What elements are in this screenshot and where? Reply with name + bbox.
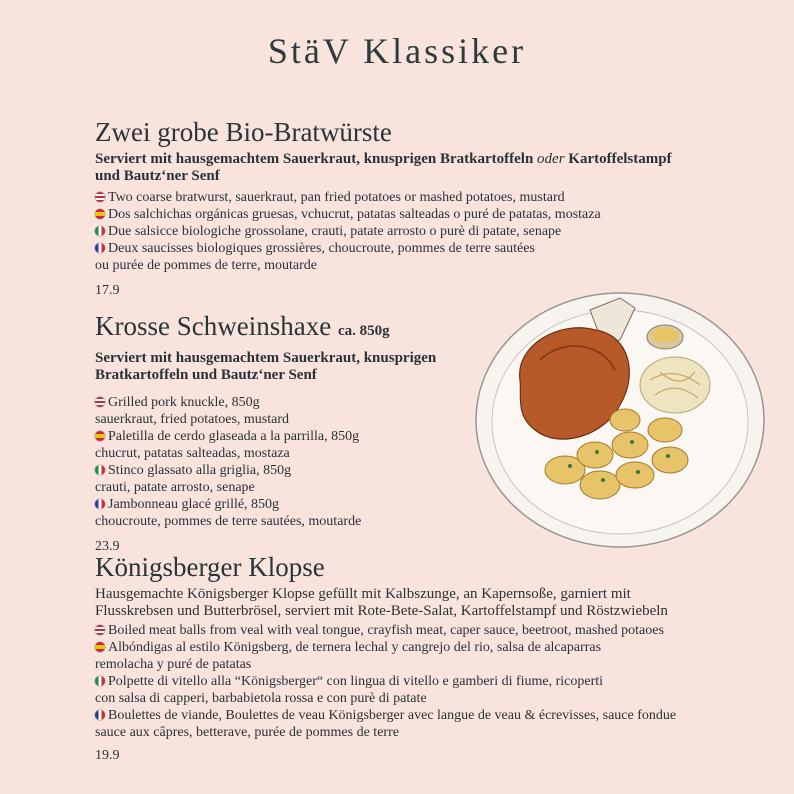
dish-description-1: Serviert mit hausgemachtem Sauerkraut, knusprigen xyxy=(95,350,437,366)
price: 17.9 xyxy=(95,282,120,298)
translation-fr-cont: choucroute, pommes de terre sautées, moutarde xyxy=(95,514,362,529)
uk-flag-icon xyxy=(95,625,105,635)
translation-fr: Boulettes de viande, Boulettes de veau Königsberger avec langue de veau & écrevisses, sauce fondue xyxy=(95,708,676,725)
translation-fr: Jambonneau glacé grillé, 850g xyxy=(95,497,436,514)
uk-flag-icon xyxy=(95,192,105,202)
uk-flag-icon xyxy=(95,397,105,407)
dish-description-2: Bratkartoffeln und Bautz‘ner Senf xyxy=(95,367,317,383)
translation-es-cont: remolacha y puré de patatas xyxy=(95,657,252,672)
dish-schweinshaxe xyxy=(95,311,436,555)
page-title: StäV Klassiker xyxy=(267,31,527,71)
price: 19.9 xyxy=(95,747,120,763)
translation-fr-cont: ou purée de pommes de terre, moutarde xyxy=(95,258,317,273)
italy-flag-icon xyxy=(95,676,105,686)
dish-size: ca. 850g xyxy=(337,323,390,339)
dish-bratwurst xyxy=(95,117,695,299)
dish-koenigsberger-klopse xyxy=(95,552,676,764)
translation-es: Dos salchichas orgánicas gruesas, vchucrut, patatas salteadas o puré de patatas, mostaza xyxy=(95,207,695,224)
translation-it: Due salsicce biologiche grossolane, crauti, patate arrosto o purè di patate, senape xyxy=(95,224,695,241)
italy-flag-icon xyxy=(95,465,105,475)
dish-name: Königsberger Klopse xyxy=(95,552,325,582)
price: 23.9 xyxy=(95,538,120,554)
france-flag-icon xyxy=(95,243,105,253)
translation-es: Paletilla de cerdo glaseada a la parrilla, 850g xyxy=(95,429,436,446)
translation-en: Grilled pork knuckle, 850g xyxy=(95,395,436,412)
spain-flag-icon xyxy=(95,431,105,441)
translation-en: Boiled meat balls from veal with veal tongue, crayfish meat, caper sauce, beetroot, mashed potaoes xyxy=(95,623,676,640)
translation-en-cont: sauerkraut, fried potatoes, mustard xyxy=(95,412,289,427)
translation-it: Stinco glassato alla griglia, 850g xyxy=(95,463,436,480)
pork-knuckle-plate-illustration xyxy=(470,280,770,555)
italy-flag-icon xyxy=(95,226,105,236)
dish-name: Zwei grobe Bio-Bratwürste xyxy=(95,117,392,147)
dish-description-2: Flusskrebsen und Butterbrösel, serviert mit Rote-Bete-Salat, Kartoffelstampf und Röstzwiebeln xyxy=(95,603,668,619)
translation-fr: Deux saucisses biologiques grossières, choucroute, pommes de terre sautées xyxy=(95,241,695,258)
dish-description: Serviert mit hausgemachtem Sauerkraut, knusprigen Bratkartoffeln oder Kartoffelstampf und Bautz‘ner Senf xyxy=(95,151,672,184)
translation-fr-cont: sauce aux câpres, betterave, purée de pommes de terre xyxy=(95,725,399,740)
translation-it: Polpette di vitello alla “Königsberger“ con lingua di vitello e gamberi di fiume, ricoperti xyxy=(95,674,676,691)
france-flag-icon xyxy=(95,710,105,720)
translation-es: Albóndigas al estilo Königsberg, de ternera lechal y cangrejo del rio, salsa de alcaparras xyxy=(95,640,676,657)
dish-name: Krosse Schweinshaxe ca. 850g xyxy=(95,311,390,341)
spain-flag-icon xyxy=(95,642,105,652)
dish-description-1: Hausgemachte Königsberger Klopse gefüllt mit Kalbszunge, an Kapernsoße, garniert mit xyxy=(95,586,631,602)
translation-es-cont: chucrut, patatas salteadas, mostaza xyxy=(95,446,290,461)
france-flag-icon xyxy=(95,499,105,509)
translation-it-cont: con salsa di capperi, barbabietola rossa e con purè di patate xyxy=(95,691,427,706)
spain-flag-icon xyxy=(95,209,105,219)
translation-it-cont: crauti, patate arrosto, senape xyxy=(95,480,255,495)
translation-en: Two coarse bratwurst, sauerkraut, pan fried potatoes or mashed potatoes, mustard xyxy=(95,190,695,207)
